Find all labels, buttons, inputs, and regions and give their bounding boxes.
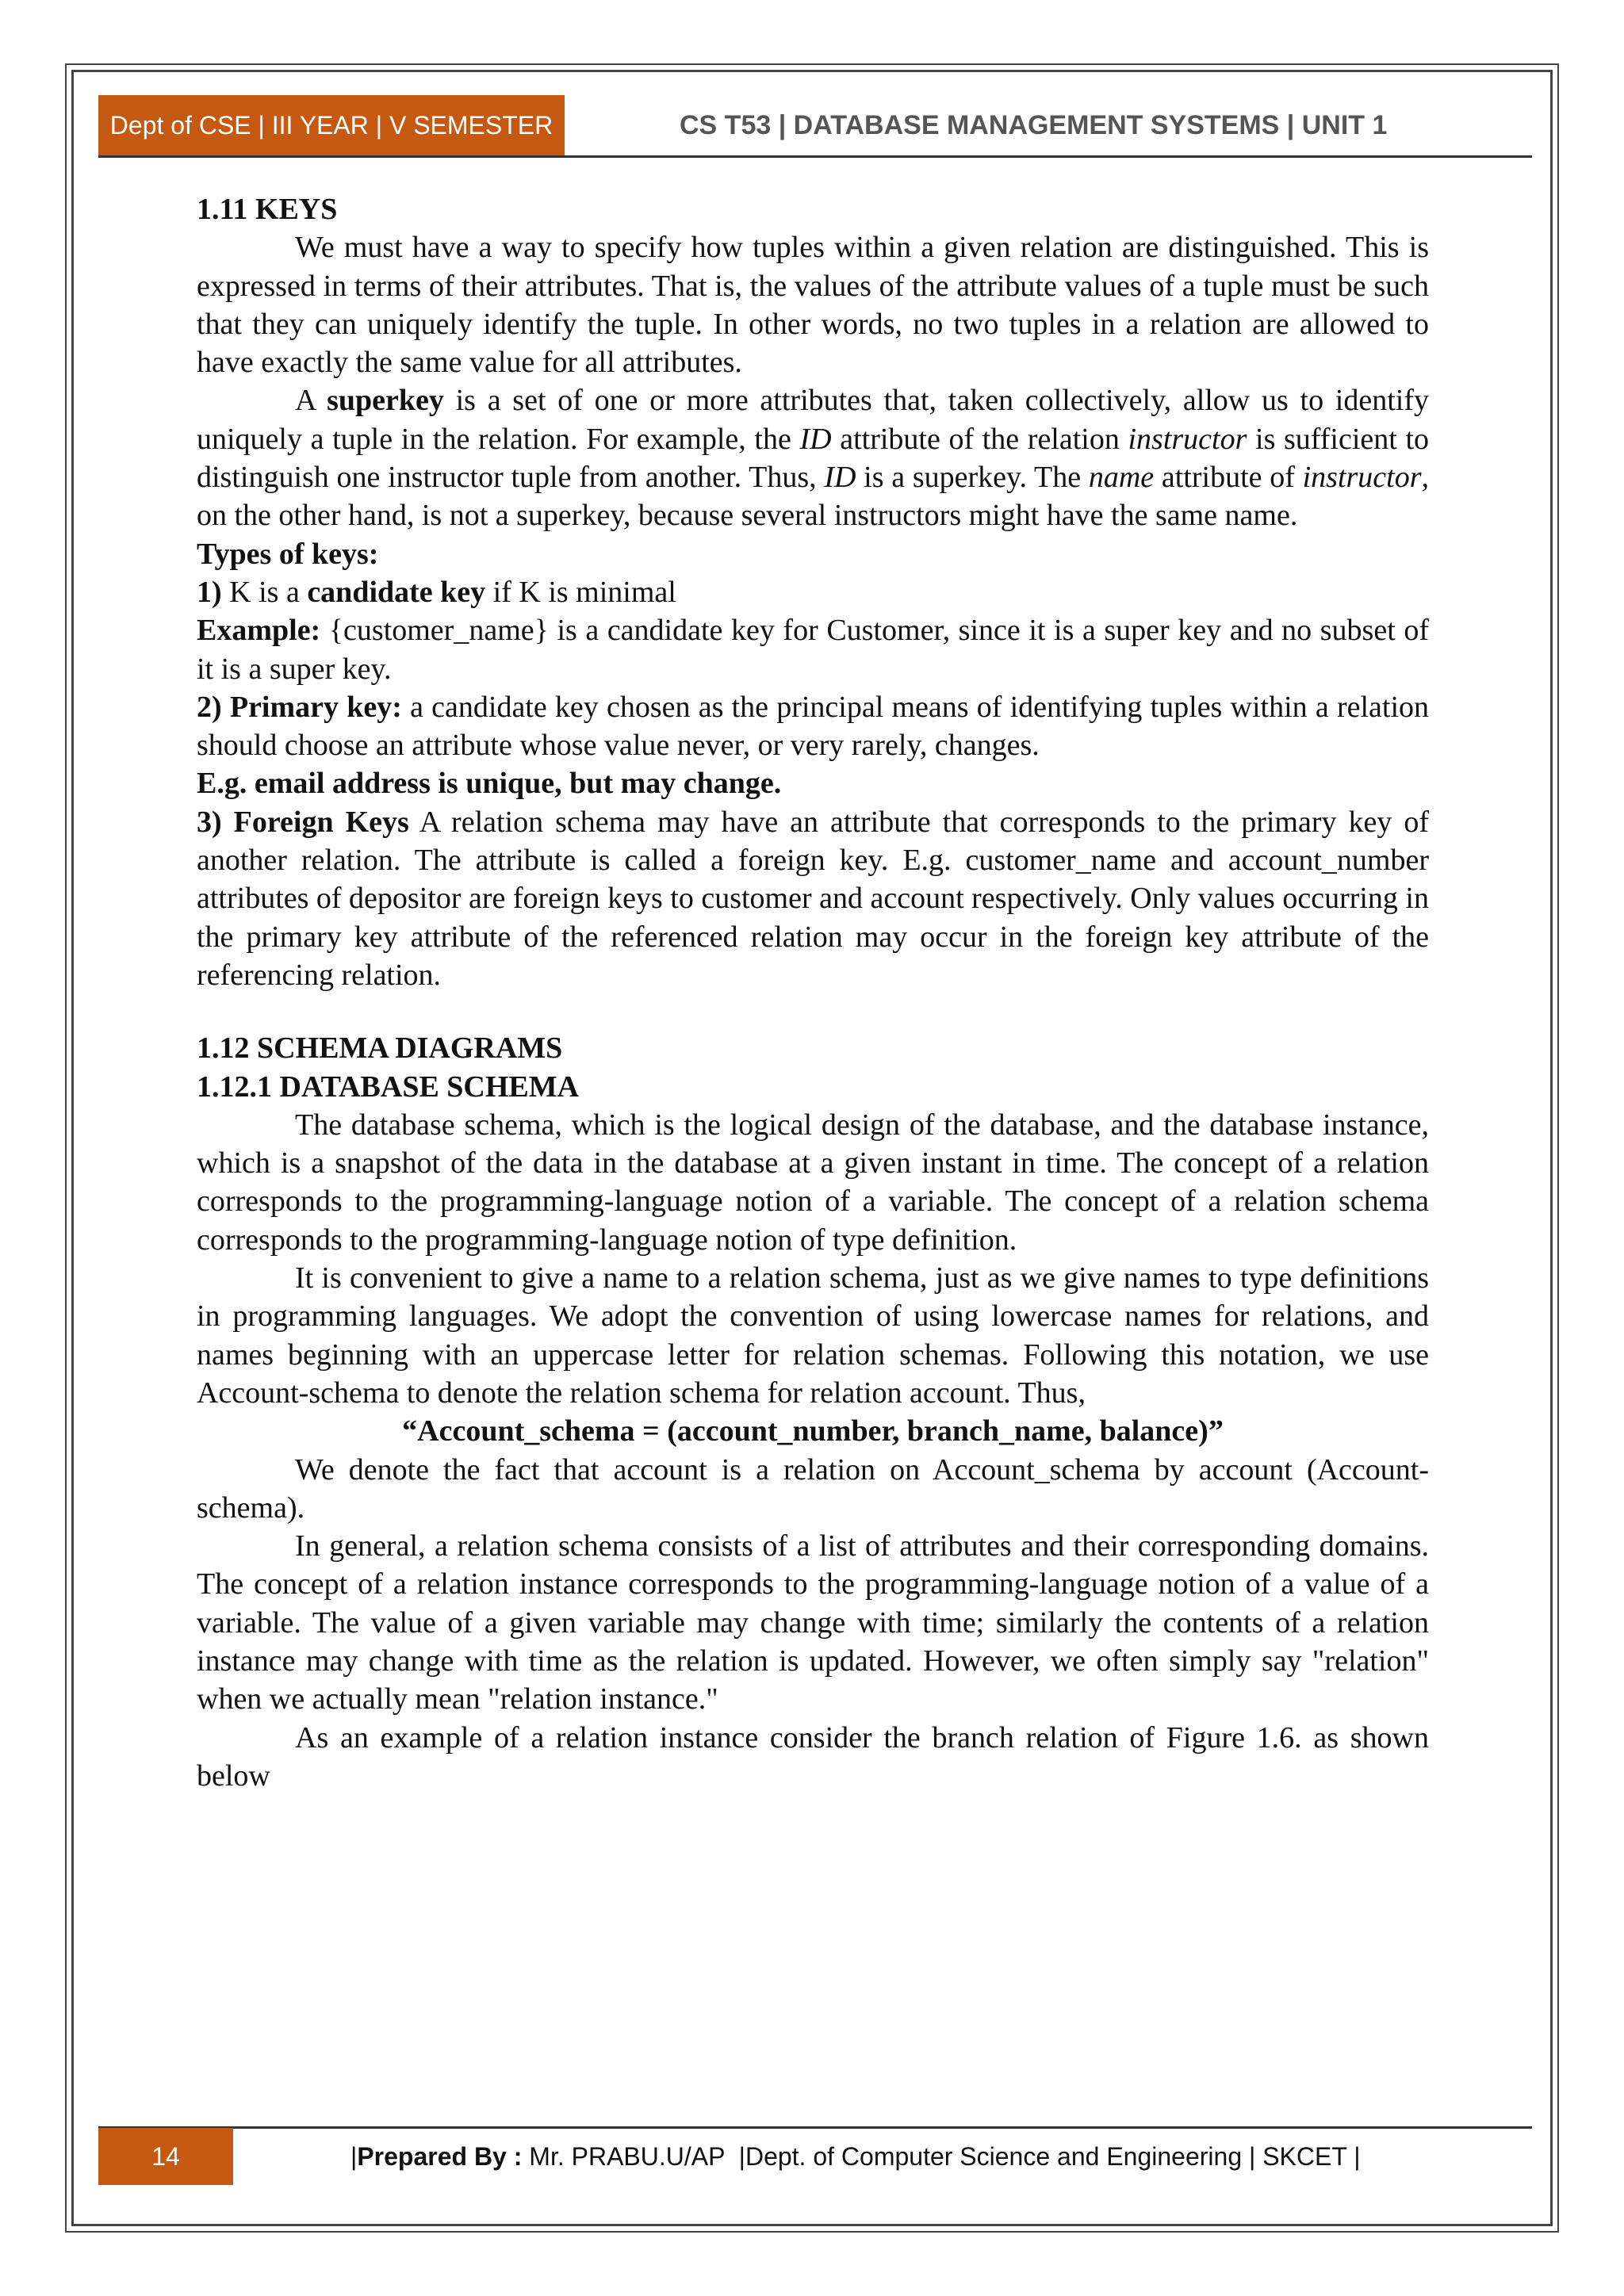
- footer-rest: Mr. PRABU.U/AP |Dept. of Computer Science and Engineering | SKCET |: [522, 2141, 1361, 2171]
- text-run: A relation schema may have an attribute that corresponds to the primary key of another relation. The attribute is called a foreign key. E.g. customer_name and account_number attributes of depositor are foreign keys to customer and account respectively. Only values occurring in the primary key attribute of the referenced relation may occur in the foreign key attribute of the referencing relation.: [197, 805, 1429, 992]
- term-instructor: instructor: [1128, 422, 1247, 456]
- footer-credits: [233, 2128, 1532, 2185]
- paragraph-relation-instance: In general, a relation schema consists of a list of attributes and their corresponding domains. The concept of a relation instance corresponds to the programming-language notion of a value of a variable. The value of a given variable may change with time; similarly the contents of a relation instance may change with time as the relation is updated. However, we often simply say "relation" when we actually mean "relation instance.": [197, 1529, 1429, 1716]
- text-run: is a superkey. The: [856, 461, 1089, 495]
- text-run: K is a: [221, 575, 308, 609]
- section-spacer: [197, 994, 1429, 1029]
- page-number: 14: [98, 2128, 233, 2185]
- primary-key-example: E.g. email address is unique, but may change.: [197, 767, 782, 801]
- types-of-keys-heading: Types of keys:: [197, 537, 379, 571]
- footer-prepared-label: Prepared By :: [357, 2141, 523, 2171]
- term-candidate-key: candidate key: [307, 575, 486, 609]
- foreign-key-label: 3) Foreign Keys: [197, 805, 409, 839]
- header-course-title: CS T53 | DATABASE MANAGEMENT SYSTEMS | UNIT 1: [680, 109, 1388, 140]
- candidate-key-example: [197, 611, 1429, 688]
- primary-key-item: [197, 688, 1429, 765]
- footer-separator: |: [350, 2141, 358, 2171]
- section-heading-schema-diagrams: 1.12 SCHEMA DIAGRAMS: [197, 1031, 563, 1066]
- term-instructor: instructor: [1302, 461, 1422, 495]
- paragraph-schema-naming: It is convenient to give a name to a relation schema, just as we give names to type definitions in programming languages. We adopt the convention of using lowercase names for relations, and names beginning with an uppercase letter for relation schemas. Following this notation, we use Account-schema to denote the relation schema for relation account. Thus,: [197, 1261, 1429, 1410]
- text-run: , on the other hand, is not a superkey, because several instructors might have the same name.: [197, 461, 1429, 533]
- paragraph-figure-reference: As an example of a relation instance consider the branch relation of Figure 1.6. as shown below: [197, 1720, 1429, 1793]
- text-run: A: [295, 384, 327, 418]
- subsection-heading-database-schema: 1.12.1 DATABASE SCHEMA: [197, 1070, 580, 1104]
- paragraph-keys-intro: We must have a way to specify how tuples within a given relation are distinguished. This is expressed in terms of their attributes. That is, the values of the attribute values of a tuple must be such that they can uniquely identify the tuple. In other words, no two tuples in a relation are allowed to have exactly the same value for all attributes.: [197, 231, 1429, 380]
- example-label: Example:: [197, 614, 321, 648]
- text-run: attribute of the relation: [831, 422, 1128, 456]
- header-rule: [98, 155, 1532, 158]
- list-number: 1): [197, 575, 222, 609]
- term-id: ID: [799, 422, 832, 456]
- paragraph-superkey: [197, 381, 1429, 534]
- text-run: is a set of one or more attributes that, taken collectively, allow us to identify uniquely a tuple in the relation. For example, the: [197, 384, 1429, 456]
- header-dept-label: Dept of CSE | III YEAR | V SEMESTER: [98, 95, 565, 155]
- primary-key-label: 2) Primary key:: [197, 690, 402, 724]
- paragraph-schema-intro: The database schema, which is the logical design of the database, and the database instance, which is a snapshot of the data in the database at a given instant in time. The concept of a relation corresponds to the programming-language notion of a variable. The concept of a relation schema corresponds to the programming-language notion of type definition.: [197, 1108, 1429, 1257]
- text-run: {customer_name} is a candidate key for Customer, since it is a super key and no subset of it is a super key.: [197, 614, 1429, 686]
- term-id: ID: [824, 461, 856, 495]
- section-heading-keys: 1.11 KEYS: [197, 193, 338, 226]
- candidate-key-item: [197, 573, 1429, 611]
- schema-formula: “Account_schema = (account_number, branch_name, balance)”: [402, 1414, 1224, 1448]
- foreign-key-item: [197, 803, 1429, 994]
- page-content: [197, 190, 1429, 1795]
- text-run: if K is minimal: [485, 575, 676, 609]
- text-run: is sufficient to distinguish one instructor tuple from another. Thus,: [197, 422, 1429, 495]
- text-run: attribute of: [1154, 461, 1303, 495]
- term-superkey: superkey: [327, 384, 444, 418]
- text-run: a candidate key chosen as the principal means of identifying tuples within a relation should choose an attribute whose value never, or very rarely, changes.: [197, 690, 1429, 763]
- term-name: name: [1088, 461, 1155, 495]
- paragraph-account-relation: We denote the fact that account is a relation on Account_schema by account (Account- schema).: [197, 1452, 1429, 1525]
